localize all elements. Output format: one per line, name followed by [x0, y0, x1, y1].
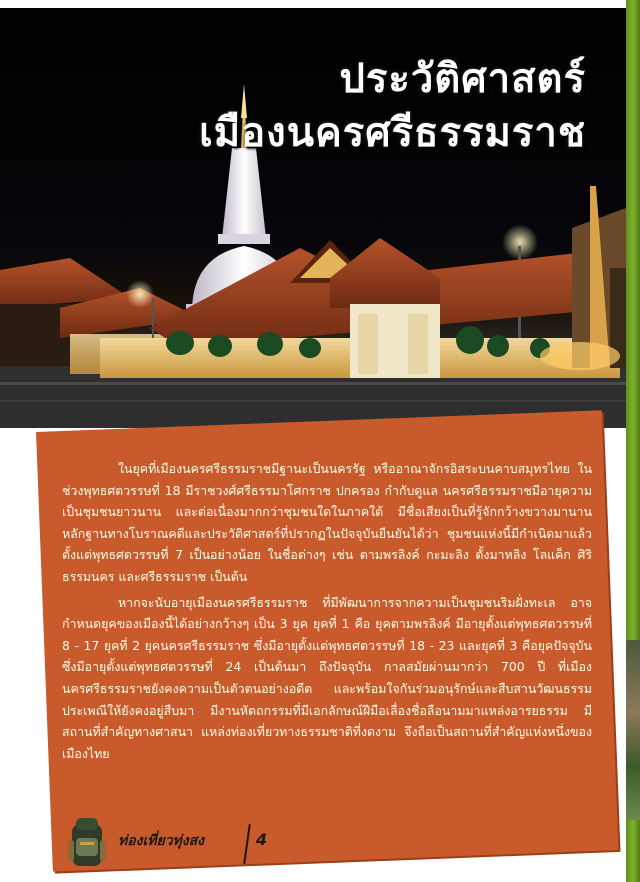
hero-photo-temple-night: [0, 8, 626, 428]
edge-photo-strip: [626, 640, 640, 820]
paragraph-2: หากจะนับอายุเมืองนครศรีธรรมราช ที่มีพัฒนาการจากความเป็นชุมชนริมฝั่งทะเล อาจกำหนดยุคของเมืองนี้ได้อย่างกว้างๆ เป็น 3 ยุค ยุคที่ 1 คือ ยุคตามพรลิงค์ มีอายุตั้งแต่พุทธศตวรรษที่ 8 - 17 ยุคที่ 2 ยุคนครศรีธรรมราช ซึ่งมีอายุตั้งแต่พุทธศตวรรษที่ 18 - 23 และยุคที่ 3 คือยุคปัจจุบัน ซึ่งมีอายุตั้งแต่พุทธศตวรรษที่ 24 เป็นต้นมา ถึงปัจจุบัน กาลสมัยผ่านมากว่า 700 ปี ที่เมืองนครศรีธรรมราชยังคงความเป็นตัวตนอย่างอดีต และพร้อมใจกันร่วมอนุรักษ์และสืบสานวัฒนธรรมประเพณีให้ยังคงอยู่สืบมา มีงานหัตถกรรมที่มีเอกลักษณ์ฝีมือเลื่องชื่อลือนามมาแหล่งอารยธรรม มีสถานที่สำคัญทางศาสนา แหล่งท่องเที่ยวทางธรรมชาติที่งดงาม จึงถือเป็นสถานที่สำคัญแห่งหนึ่งของเมืองไทย: [62, 594, 592, 761]
paragraph-1: ในยุคที่เมืองนครศรีธรรมราชมีฐานะเป็นนครรัฐ หรืออาณาจักรอิสระบนคาบสมุทรไทย ในช่วงพุทธศตวรรษที่ 18 มีราชวงศ์ศรีธรรมาโศกราช ปกครอง กำกับดูแล นครศรีธรรมราชมีอายุความเป็นชุมชนยาวนาน และต่อเนื่องมากกว่าชุมชนใดในภาคใต้ มีชื่อเสียงเป็นที่รู้จักกว้างขวางมานาน หลักฐานทางโบราณคดีและประวัติศาสตร์ที่ปรากฏในปัจจุบันยืนยันได้ว่า ชุมชนแห่งนี้มีกำเนิดมาแล้วตั้งแต่พุทธศตวรรษที่ 7 เป็นอย่างน้อย ในชื่อต่างๆ เช่น ตามพรลิงค์ กะมะลิง ตั้งมาหลิง โลแค็ก ศิริธรรมนคร และศรีธรรมราช เป็นต้น: [62, 461, 592, 584]
page-number: 4: [256, 830, 268, 849]
brand-name: ท่องเที่ยวทุ่งสง: [118, 833, 204, 849]
backpack-icon: [64, 814, 110, 870]
footer-divider: [243, 824, 251, 864]
top-margin: [0, 0, 626, 8]
page-title-line-1: ประวัติศาสตร์: [339, 55, 586, 102]
page-title-line-2: เมืองนครศรีธรรมราช: [199, 109, 586, 156]
article-body: [62, 458, 592, 764]
page-footer: [64, 812, 284, 872]
